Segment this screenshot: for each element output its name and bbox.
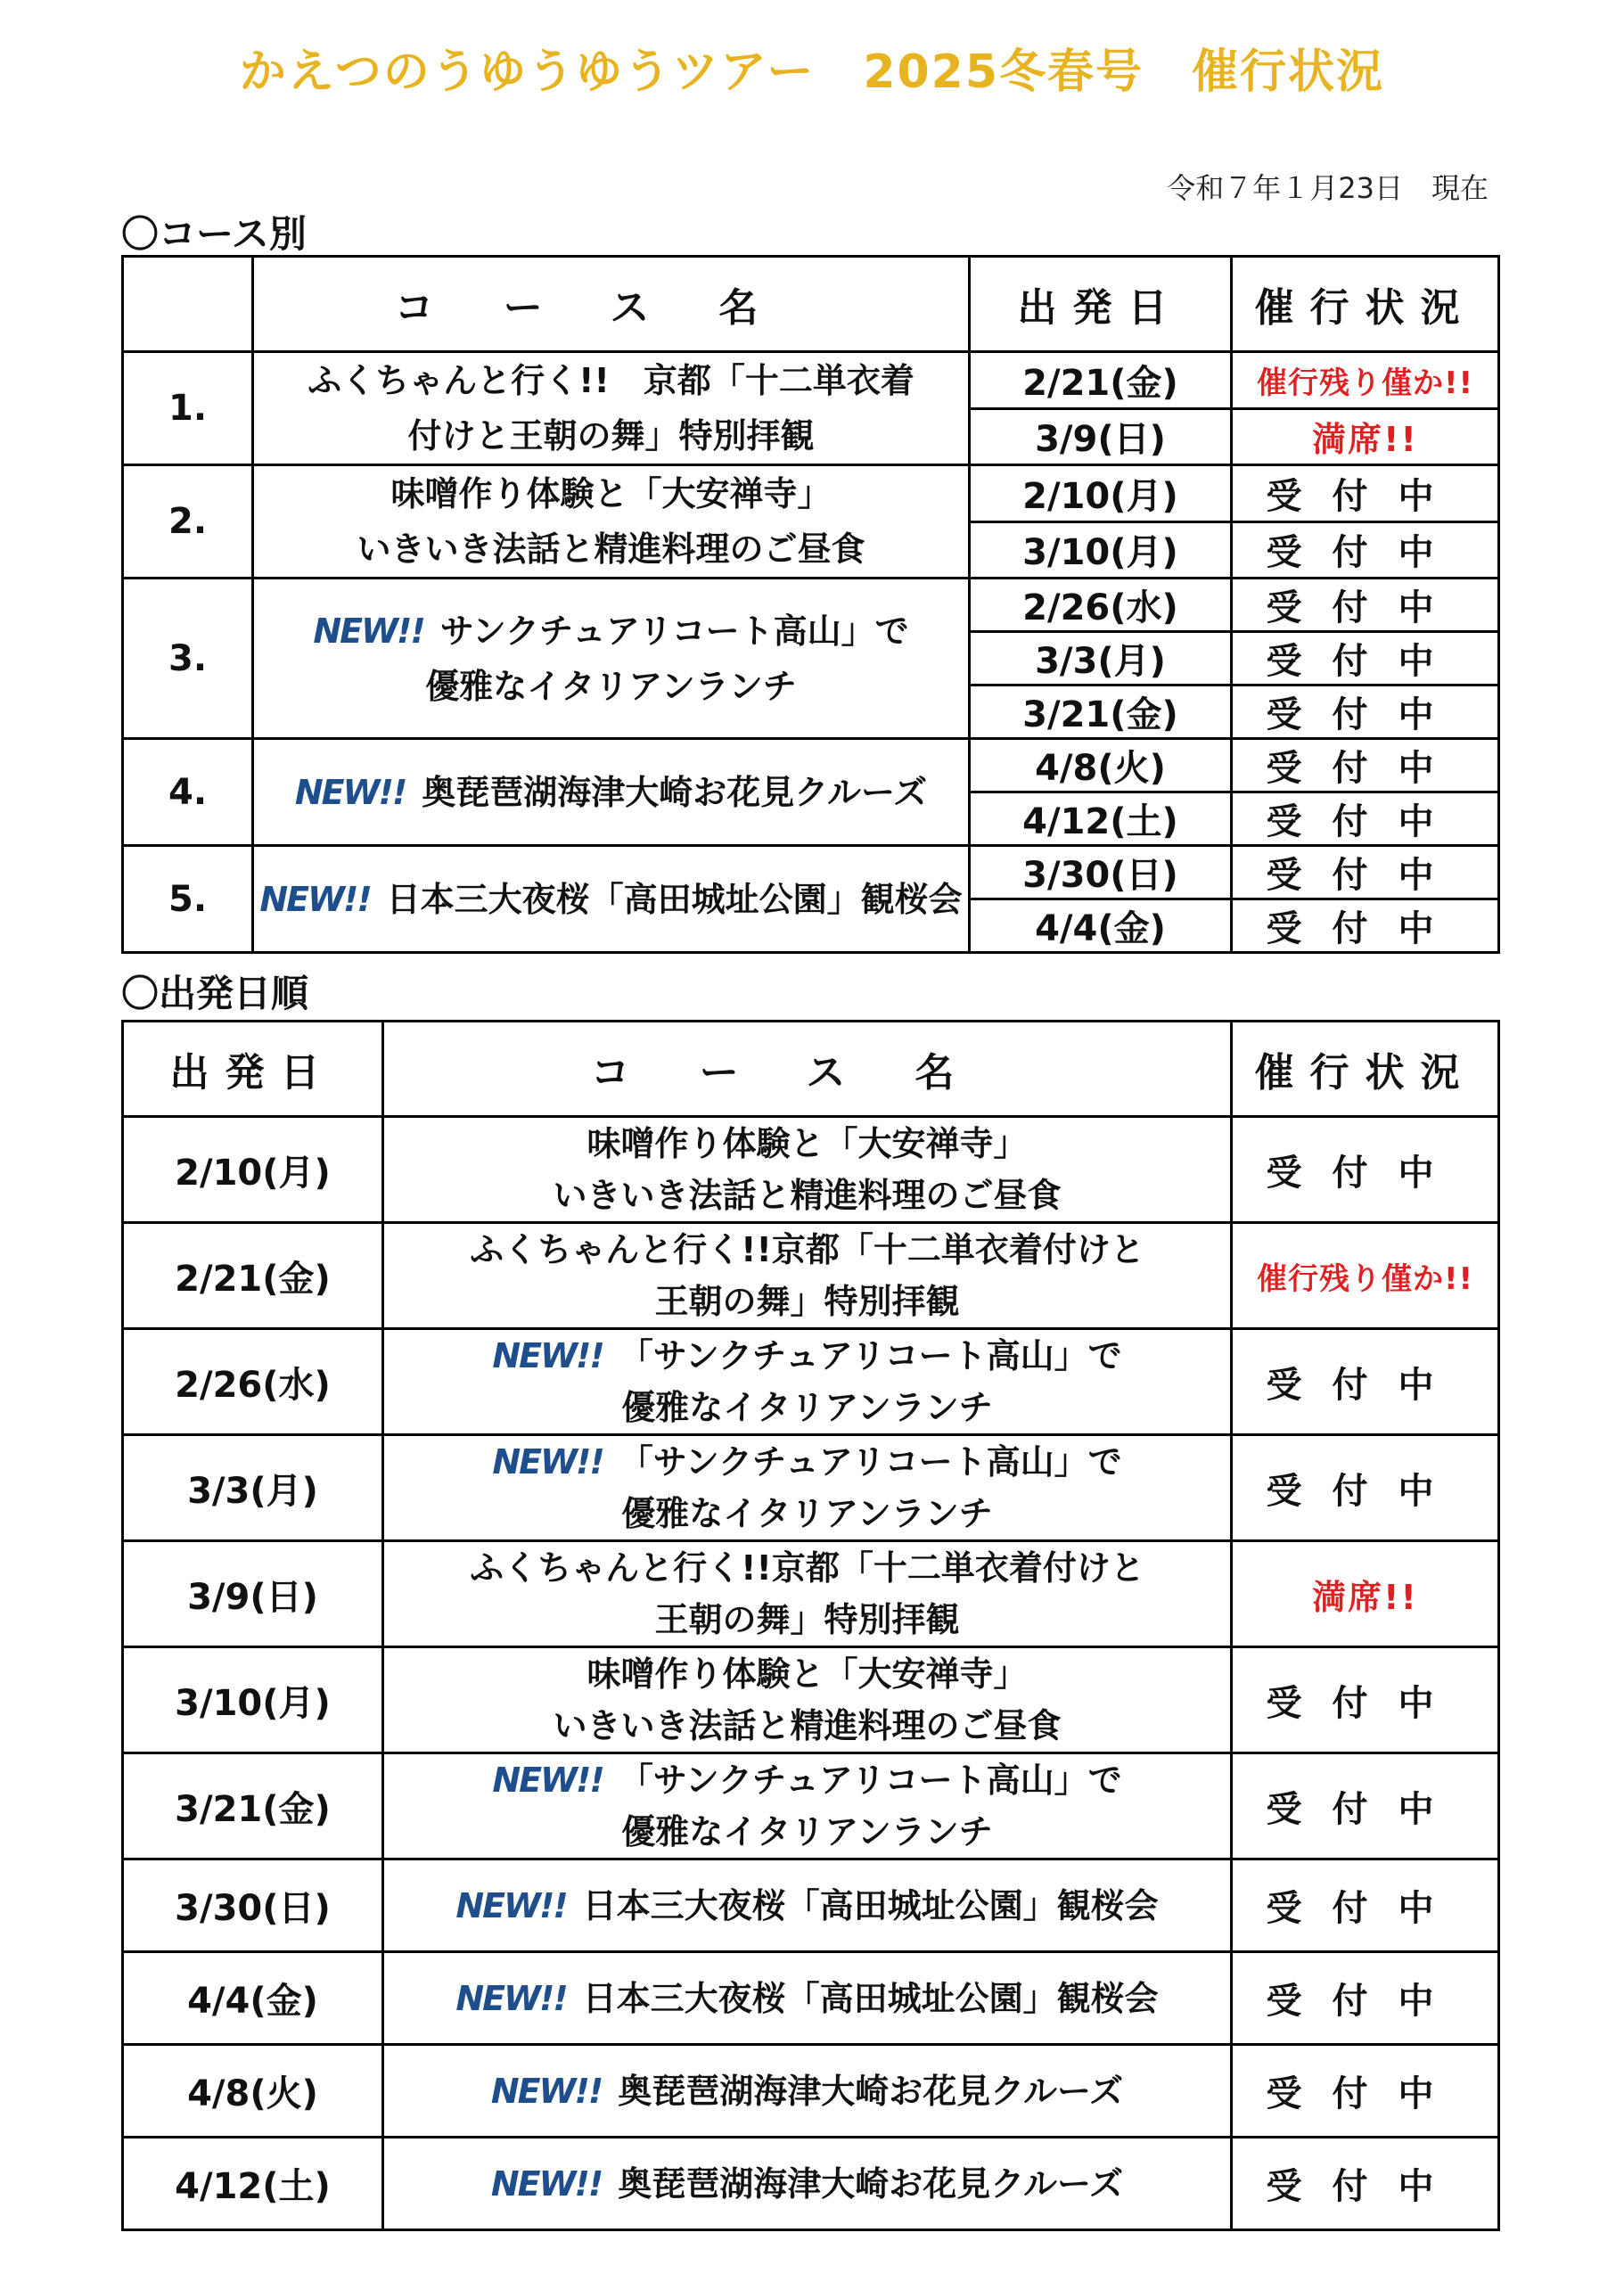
course-title-text: ふくちゃんと行く!! 京都「十二単衣着 — [308, 361, 915, 400]
departure-date: 2/10(月) — [123, 1117, 383, 1223]
status-badge: 受付中 — [1232, 899, 1499, 953]
header-departure: 出発日 — [970, 257, 1232, 352]
course-name — [253, 739, 970, 846]
course-line-2: 優雅なイタリアンランチ — [621, 1494, 993, 1533]
course-title-text: 日本三大夜桜「高田城址公園」観桜会 — [582, 1885, 1159, 1925]
course-name — [383, 2045, 1232, 2138]
status-badge: 受付中 — [1232, 1329, 1499, 1435]
departure-date: 2/10(月) — [970, 465, 1232, 522]
departure-date: 3/30(日) — [970, 846, 1232, 899]
status-badge: 催行残り僅か!! — [1232, 1223, 1499, 1329]
new-badge: NEW!! — [455, 1978, 567, 2018]
header-blank — [123, 257, 253, 352]
table-row — [123, 1859, 1499, 1952]
course-line-2: 王朝の舞」特別拝観 — [654, 1600, 960, 1639]
departure-date: 2/21(金) — [970, 352, 1232, 409]
course-title-text: 「サンクチュアリコート高山」で — [619, 1336, 1122, 1375]
course-line-1 — [384, 1436, 1230, 1488]
course-line-1 — [254, 466, 968, 521]
course-line-1 — [254, 603, 968, 659]
course-title-text: ふくちゃんと行く!!京都「十二単衣着付けと — [470, 1230, 1144, 1269]
section-by-date: 〇出発日順 — [121, 972, 309, 1015]
status-badge: 受付中 — [1232, 1753, 1499, 1859]
course-name — [253, 846, 970, 953]
course-line-1 — [384, 1542, 1230, 1594]
status-badge: 受付中 — [1232, 521, 1499, 579]
as-of-date: 令和７年１月23日 現在 — [1167, 171, 1489, 205]
course-number: 2. — [123, 465, 253, 579]
course-line-1 — [384, 2158, 1230, 2210]
course-title-text: 味噌作り体験と「大安禅寺」 — [390, 474, 832, 513]
course-title-text: 奥琵琶湖海津大崎お花見クルーズ — [618, 2071, 1124, 2111]
table-row — [123, 1117, 1499, 1223]
course-name — [253, 465, 970, 579]
course-line-2: 優雅なイタリアンランチ — [621, 1388, 993, 1427]
course-title-text: 味噌作り体験と「大安禅寺」 — [586, 1124, 1028, 1163]
course-name — [383, 2138, 1232, 2230]
new-badge: NEW!! — [455, 1885, 567, 1925]
header-status: 催行状況 — [1232, 1022, 1499, 1117]
departure-date: 2/21(金) — [123, 1223, 383, 1329]
course-line-1 — [254, 872, 968, 927]
table-row — [123, 579, 1499, 632]
new-badge: NEW!! — [492, 1442, 603, 1482]
course-title-text: サンクチュアリコート高山」で — [439, 611, 909, 651]
course-name — [383, 1435, 1232, 1541]
course-line-1 — [384, 1330, 1230, 1382]
course-line-2: 優雅なイタリアンランチ — [425, 666, 797, 706]
course-line-2: 優雅なイタリアンランチ — [621, 1812, 993, 1851]
course-title-text: 日本三大夜桜「高田城址公園」観桜会 — [582, 1978, 1159, 2018]
course-title-text: 味噌作り体験と「大安禅寺」 — [586, 1654, 1028, 1694]
course-name — [383, 1117, 1232, 1223]
departure-date: 4/12(土) — [970, 792, 1232, 846]
departure-date: 3/21(金) — [970, 685, 1232, 739]
course-table — [121, 255, 1500, 954]
status-badge: 満席!! — [1232, 408, 1499, 465]
table-row — [123, 2045, 1499, 2138]
header-status: 催行状況 — [1232, 257, 1499, 352]
table-row — [123, 739, 1499, 792]
new-badge: NEW!! — [294, 772, 406, 812]
course-name — [383, 1859, 1232, 1952]
table-row — [123, 1329, 1499, 1435]
table-row — [123, 1223, 1499, 1329]
departure-date: 3/3(月) — [970, 632, 1232, 685]
course-line-1 — [384, 1118, 1230, 1170]
page-title: かえつのうゆうゆうツアー 2025冬春号 催行状況 — [239, 45, 1385, 99]
status-badge: 受付中 — [1232, 2045, 1499, 2138]
course-line-1 — [384, 1880, 1230, 1932]
course-title-text: 「サンクチュアリコート高山」で — [619, 1761, 1122, 1800]
date-table — [121, 1020, 1500, 2231]
course-line-1 — [384, 2065, 1230, 2117]
new-badge: NEW!! — [492, 1761, 603, 1800]
course-line-2: いきいき法話と精進料理のご昼食 — [553, 1176, 1062, 1215]
departure-date: 4/8(火) — [970, 739, 1232, 792]
course-title-text: 「サンクチュアリコート高山」で — [619, 1442, 1122, 1482]
departure-date: 4/8(火) — [123, 2045, 383, 2138]
status-badge: 受付中 — [1232, 579, 1499, 632]
course-name — [253, 579, 970, 739]
departure-date: 2/26(水) — [123, 1329, 383, 1435]
section-by-course: 〇コース別 — [121, 212, 307, 256]
course-name — [383, 1647, 1232, 1753]
course-line-1 — [384, 1754, 1230, 1806]
status-badge: 受付中 — [1232, 1952, 1499, 2045]
course-name — [383, 1223, 1232, 1329]
departure-date: 3/3(月) — [123, 1435, 383, 1541]
status-badge: 催行残り僅か!! — [1232, 352, 1499, 409]
course-line-1 — [384, 1648, 1230, 1700]
table-row — [123, 352, 1499, 409]
header-departure: 出発日 — [123, 1022, 383, 1117]
status-badge: 受付中 — [1232, 465, 1499, 522]
departure-date: 4/4(金) — [970, 899, 1232, 953]
departure-date: 3/9(日) — [970, 408, 1232, 465]
course-title-text: 奥琵琶湖海津大崎お花見クルーズ — [618, 2163, 1124, 2204]
new-badge: NEW!! — [490, 2163, 603, 2204]
status-badge: 受付中 — [1232, 632, 1499, 685]
table-row — [123, 846, 1499, 899]
status-badge: 受付中 — [1232, 1859, 1499, 1952]
departure-date: 3/10(月) — [970, 521, 1232, 579]
course-name — [383, 1541, 1232, 1647]
new-badge: NEW!! — [490, 2071, 603, 2111]
course-line-1 — [384, 1973, 1230, 2024]
course-number: 3. — [123, 579, 253, 739]
departure-date: 3/21(金) — [123, 1753, 383, 1859]
course-number: 5. — [123, 846, 253, 953]
status-badge: 受付中 — [1232, 792, 1499, 846]
departure-date: 2/26(水) — [970, 579, 1232, 632]
course-title-text: ふくちゃんと行く!!京都「十二単衣着付けと — [470, 1548, 1144, 1588]
status-badge: 満席!! — [1232, 1541, 1499, 1647]
course-line-2: いきいき法話と精進料理のご昼食 — [553, 1706, 1062, 1745]
course-name — [383, 1329, 1232, 1435]
new-badge: NEW!! — [492, 1336, 603, 1375]
course-line-1 — [384, 1224, 1230, 1276]
status-badge: 受付中 — [1232, 1117, 1499, 1223]
course-line-2: 付けと王朝の舞」特別拝観 — [407, 416, 815, 456]
course-title-text: 日本三大夜桜「高田城址公園」観桜会 — [386, 879, 963, 919]
status-badge: 受付中 — [1232, 1647, 1499, 1753]
course-name — [253, 352, 970, 465]
table-row — [123, 1435, 1499, 1541]
status-badge: 受付中 — [1232, 1435, 1499, 1541]
status-badge: 受付中 — [1232, 685, 1499, 739]
new-badge: NEW!! — [313, 611, 424, 651]
course-title-text: 奥琵琶湖海津大崎お花見クルーズ — [422, 772, 928, 812]
departure-date: 4/12(土) — [123, 2138, 383, 2230]
status-badge: 受付中 — [1232, 2138, 1499, 2230]
table-row — [123, 1952, 1499, 2045]
departure-date: 4/4(金) — [123, 1952, 383, 2045]
table-row — [123, 1753, 1499, 1859]
table-row — [123, 465, 1499, 522]
header-course-name: コース名 — [383, 1022, 1232, 1117]
departure-date: 3/30(日) — [123, 1859, 383, 1952]
table-row — [123, 2138, 1499, 2230]
course-line-2: いきいき法話と精進料理のご昼食 — [357, 529, 865, 569]
table-row — [123, 1647, 1499, 1753]
status-badge: 受付中 — [1232, 846, 1499, 899]
status-badge: 受付中 — [1232, 739, 1499, 792]
departure-date: 3/10(月) — [123, 1647, 383, 1753]
course-line-1 — [254, 765, 968, 820]
course-line-1 — [254, 353, 968, 408]
table-row — [123, 1541, 1499, 1647]
course-name — [383, 1753, 1232, 1859]
header-course-name: コース名 — [253, 257, 970, 352]
course-line-2: 王朝の舞」特別拝観 — [654, 1282, 960, 1321]
new-badge: NEW!! — [259, 879, 371, 919]
course-name — [383, 1952, 1232, 2045]
departure-date: 3/9(日) — [123, 1541, 383, 1647]
course-number: 1. — [123, 352, 253, 465]
course-number: 4. — [123, 739, 253, 846]
